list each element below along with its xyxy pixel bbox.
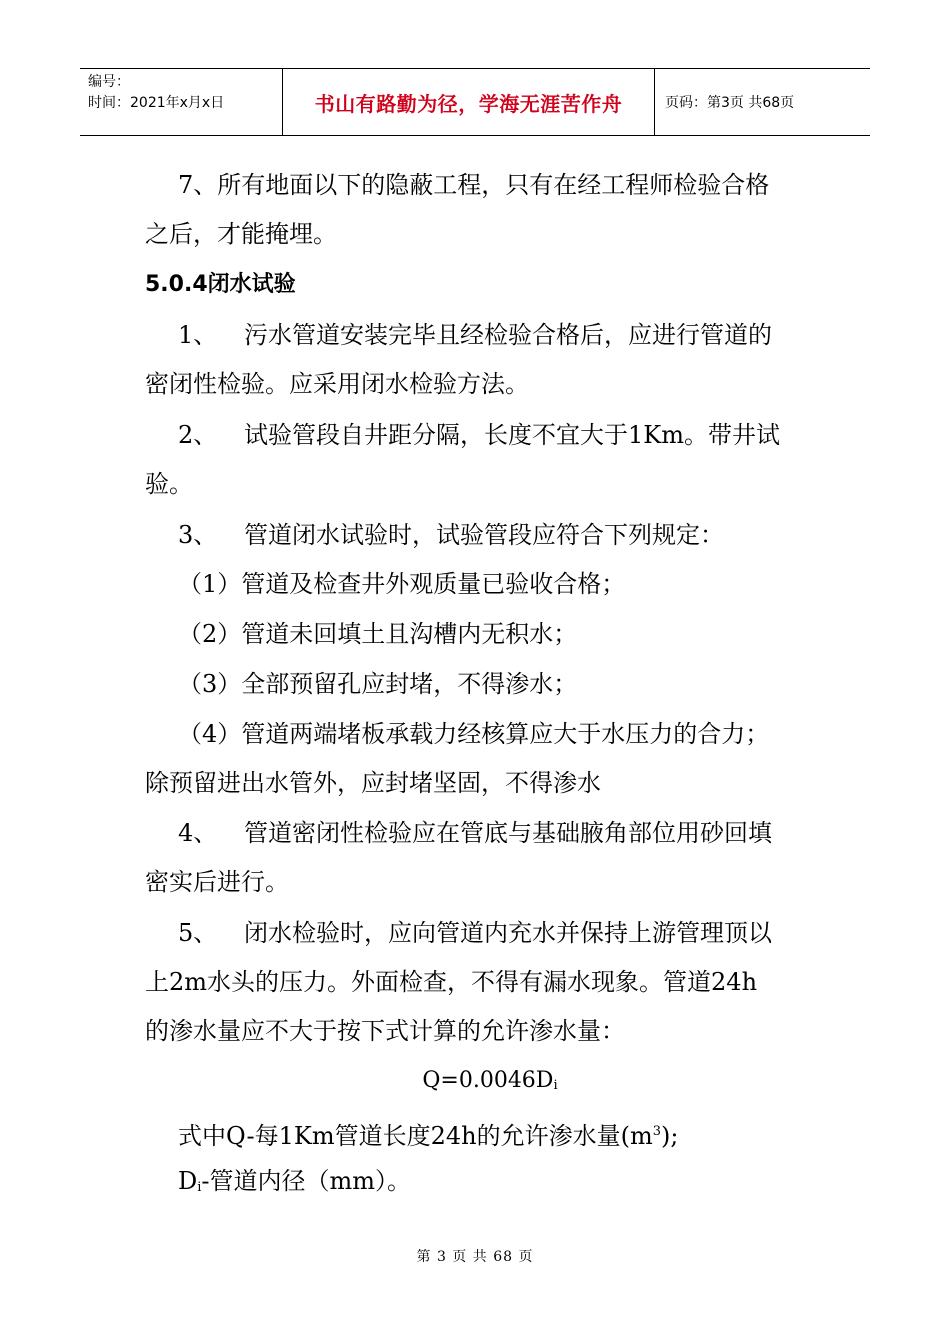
paragraph-1-text: 污水管道安装完毕且经检验合格后，应进行管道的: [244, 321, 772, 349]
definition-q-superscript: 3: [652, 1124, 662, 1139]
header-motto: 书山有路勤为径，学海无涯苦作舟: [283, 69, 655, 135]
paragraph-5-line-3: 的渗水量应不大于按下式计算的允许渗水量：: [145, 1017, 625, 1045]
paragraph-5-line-1: [178, 918, 772, 948]
paragraph-4-line-1: [178, 818, 772, 848]
paragraph-3-text: 管道闭水试验时，试验管段应符合下列规定：: [244, 521, 724, 549]
document-date-label: 时间：2021年x月x日: [88, 95, 225, 111]
definition-d-text: -管道内径（mm）。: [201, 1167, 412, 1195]
formula-main: Q=0.0046D: [422, 1068, 554, 1093]
page-footer: 第 3 页 共 68 页: [416, 1249, 534, 1265]
section-heading: 5.0.4闭水试验: [145, 272, 296, 297]
paragraph-1-line-2: 密闭性检验。应采用闭水检验方法。: [145, 370, 529, 398]
header-page-info: 页码：第3页 共68页: [665, 95, 795, 111]
definition-d-subscript: i: [197, 1180, 202, 1195]
paragraph-2-line-1: [178, 420, 780, 450]
paragraph-2-number: 2、: [178, 421, 218, 449]
document-header: [80, 68, 870, 136]
item-7-line-1: 7、所有地面以下的隐蔽工程，只有在经工程师检验合格: [178, 171, 770, 199]
sub-item-1: （1）管道及检查井外观质量已验收合格；: [178, 570, 626, 598]
paragraph-4-line-2: 密实后进行。: [145, 868, 289, 896]
paragraph-3-line-1: [178, 520, 724, 550]
paragraph-5-line-2: 上2m水头的压力。外面检查，不得有漏水现象。管道24h: [145, 968, 758, 996]
formula: [0, 1068, 950, 1093]
definition-q: [178, 1117, 678, 1151]
sub-item-4-line-2: 除预留进出水管外，应封堵坚固，不得渗水: [145, 769, 601, 797]
paragraph-2-line-2: 验。: [145, 470, 193, 498]
paragraph-4-number: 4、: [178, 819, 218, 847]
definition-q-text: 式中Q-每1Km管道长度24h的允许渗水量(m: [178, 1122, 653, 1150]
definition-d-letter: D: [178, 1167, 198, 1195]
document-number-label: 编号：: [88, 74, 130, 90]
sub-item-4-line-1: （4）管道两端堵板承载力经核算应大于水压力的合力；: [178, 720, 770, 748]
header-meta-cell: [80, 69, 283, 135]
paragraph-5-text: 闭水检验时，应向管道内充水并保持上游管理顶以: [244, 919, 772, 947]
paragraph-1-line-1: [178, 320, 772, 350]
formula-subscript: i: [553, 1078, 558, 1093]
item-7-line-2: 之后，才能掩埋。: [145, 220, 337, 248]
definition-d: [178, 1166, 411, 1203]
paragraph-3-number: 3、: [178, 521, 218, 549]
paragraph-2-text: 试验管段自井距分隔，长度不宜大于1Km。带井试: [244, 421, 780, 449]
paragraph-4-text: 管道密闭性检验应在管底与基础腋角部位用砂回填: [244, 819, 772, 847]
sub-item-3: （3）全部预留孔应封堵，不得渗水；: [178, 670, 578, 698]
paragraph-5-number: 5、: [178, 919, 218, 947]
paragraph-1-number: 1、: [178, 321, 218, 349]
definition-q-end: );: [661, 1122, 679, 1150]
sub-item-2: （2）管道未回填土且沟槽内无积水；: [178, 620, 578, 648]
